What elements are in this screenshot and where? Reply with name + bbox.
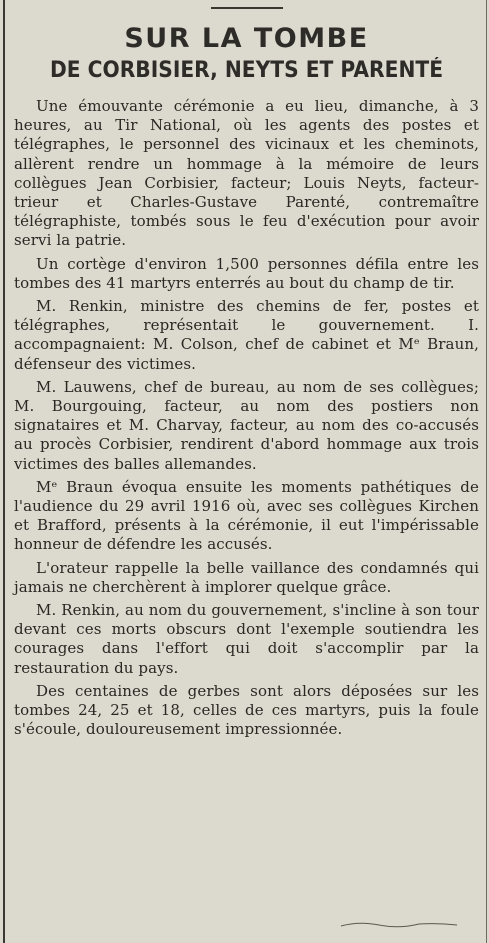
top-separator-rule xyxy=(211,7,283,9)
article-paragraph-1: Une émouvante cérémonie a eu lieu, dimanche, à 3 heures, au Tir National, où les agents des postes et télégraphes, le personnel des vicinaux et les cheminots, allèrent rendre un hommage à la mémoire de leurs collègues Jean Corbisier, facteur; Louis Neyts, facteur-trieur et Charles-Gustave Parenté, contremaître télégraphiste, tombés sous le feu d'exécution pour avoir servi la patrie. xyxy=(14,97,479,250)
end-flourish-mark xyxy=(339,919,459,929)
article-paragraph-4: M. Lauwens, chef de bureau, au nom de ses collègues; M. Bourgouing, facteur, au nom des postiers non signataires et M. Charvay, facteur, au nom des co-accusés au procès Corbisier, rendirent d'abord hommage aux trois victimes des balles allemandes. xyxy=(14,377,479,473)
headline-main: SUR LA TOMBE xyxy=(124,23,369,54)
left-column-rule xyxy=(3,0,5,943)
right-column-rule xyxy=(486,0,487,943)
article-paragraph-5: Mᵉ Braun évoqua ensuite les moments pathétiques de l'audience du 29 avril 1916 où, avec ses collègues Kirchen et Brafford, présents à la cérémonie, il eut l'impérissable honneur de défendre les accusés. xyxy=(14,477,479,554)
article-paragraph-2: Un cortège d'environ 1,500 personnes défila entre les tombes des 41 martyrs enterrés au bout du champ de tir. xyxy=(14,254,479,292)
article-paragraph-7: M. Renkin, au nom du gouvernement, s'incline à son tour devant ces morts obscurs dont l'exemple soutiendra les courages dans l'effort qui doit s'accomplir par la restauration du pays. xyxy=(14,601,479,677)
article-paragraph-6: L'orateur rappelle la belle vaillance des condamnés qui jamais ne cherchèrent à implorer quelque grâce. xyxy=(14,558,479,596)
article-paragraph-8: Des centaines de gerbes sont alors déposées sur les tombes 24, 25 et 18, celles de ces martyrs, puis la foule s'écoule, douloureusement impressionnée. xyxy=(14,681,479,739)
headline-sub: DE CORBISIER, NEYTS ET PARENTÉ xyxy=(49,58,444,83)
article-paragraph-3: M. Renkin, ministre des chemins de fer, postes et télégraphes, représentait le gouvernement. I. accompagnaient: M. Colson, chef de cabinet et Mᵉ Braun, défenseur des victimes. xyxy=(14,297,479,373)
